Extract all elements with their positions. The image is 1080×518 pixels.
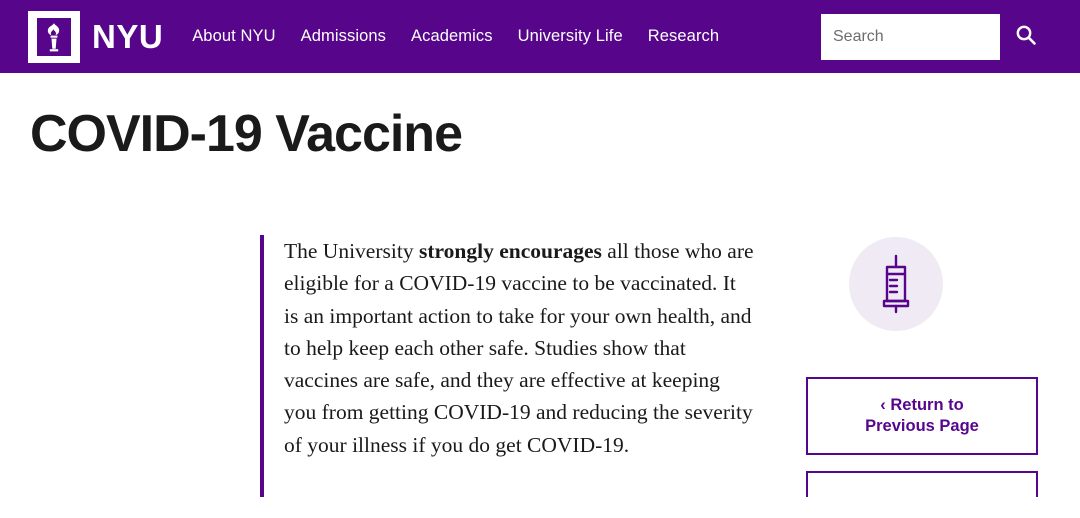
intro-emphasis: strongly encourages [418,239,602,264]
nav-item-about-nyu[interactable]: About NYU [192,27,276,46]
nav-item-academics[interactable]: Academics [411,27,493,46]
main-navigation [192,28,719,45]
nyu-torch-icon [28,11,80,63]
return-button-line-1: ‹ Return to [880,396,964,415]
nav-item-research[interactable]: Research [647,27,720,46]
nav-item-admissions[interactable]: Admissions [300,27,387,46]
nav-item-university-life[interactable]: University Life [517,27,623,46]
intro-body-text: all those who are eligible for a COVID-19 vaccine to be vaccinated. It is an important action to take for your own health, and to help keep each other safe. Studies show that vaccines are safe, and they are effective at keeping you from getting COVID-19 and reducing the severity of your illness if you do get COVID-19. [284,239,754,457]
search-area [821,14,1052,60]
intro-lead-text: The University [284,239,419,264]
search-icon [1015,24,1037,49]
page-content [0,106,1080,497]
intro-paragraph [284,235,754,461]
return-button-line-2: Previous Page [865,417,979,436]
search-input[interactable] [821,14,1000,60]
page-title: COVID-19 Vaccine [30,105,462,163]
nyu-wordmark: NYU [92,18,164,55]
site-header [0,0,1080,73]
syringe-icon [849,237,943,331]
content-row [30,235,1050,497]
nyu-home-link[interactable] [28,11,163,63]
search-button[interactable] [1000,14,1052,60]
return-to-previous-page-button[interactable] [806,377,1038,455]
sidebar [806,235,1038,497]
intro-callout [260,235,754,497]
next-sidebar-button-partial[interactable] [806,471,1038,497]
